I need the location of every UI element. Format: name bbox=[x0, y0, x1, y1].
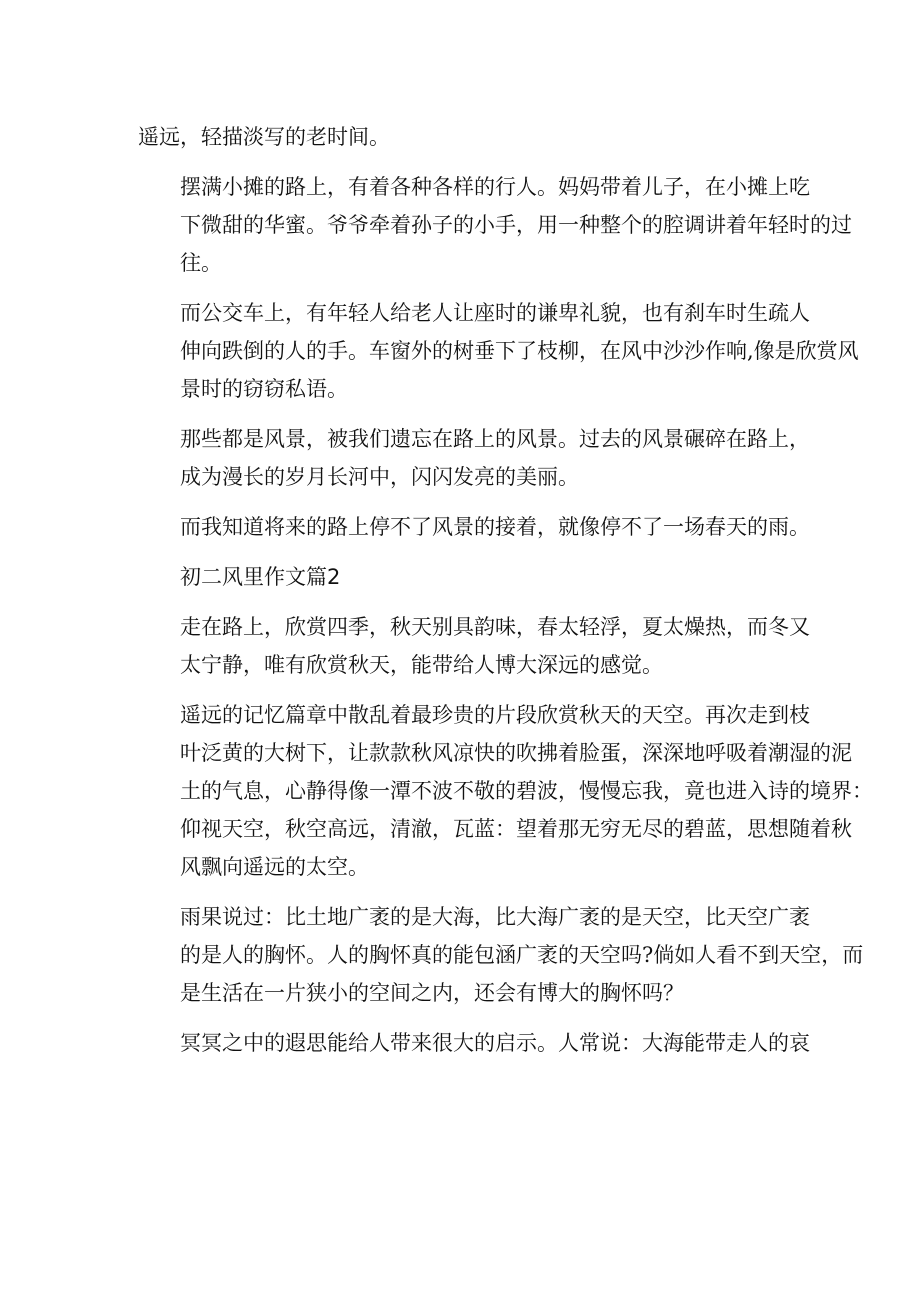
paragraph bbox=[138, 508, 810, 546]
paragraph bbox=[138, 898, 864, 1012]
text-line: 太宁静，唯有欣赏秋天，能带给人博大深远的感觉。 bbox=[180, 653, 663, 677]
text-line: 摆满小摊的路上，有着各种各样的行人。妈妈带着儿子，在小摊上吃 bbox=[180, 175, 810, 199]
text-line: 仰视天空，秋空高远，清澈，瓦蓝：望着那无穷无尽的碧蓝，思想随着秋 bbox=[180, 817, 852, 841]
text-line: 那些都是风景，被我们遗忘在路上的风景。过去的风景碾碎在路上， bbox=[180, 427, 810, 451]
text-line: 往。 bbox=[180, 251, 222, 275]
section-heading bbox=[138, 558, 783, 596]
text-line: 走在路上，欣赏四季，秋天别具韵味，春太轻浮，夏太燥热，而冬又 bbox=[180, 615, 810, 639]
paragraph bbox=[138, 1024, 810, 1062]
text-line: 是生活在一片狭小的空间之内，还会有博大的胸怀吗？ bbox=[180, 981, 684, 1005]
text-line: 土的气息，心静得像一潭不波不敬的碧波，慢慢忘我，竟也进入诗的境界： bbox=[180, 779, 873, 803]
text-line: 下微甜的华蜜。爷爷牵着孙子的小手，用一种整个的腔调讲着年轻时的过 bbox=[180, 213, 852, 237]
paragraph bbox=[138, 118, 783, 156]
text-line: 叶泛黄的大树下，让款款秋风凉快的吹拂着脸蛋，深深地呼吸着潮湿的泥 bbox=[180, 741, 852, 765]
paragraph bbox=[138, 608, 810, 684]
text-line: 冥冥之中的遐思能给人带来很大的启示。人常说：大海能带走人的哀 bbox=[180, 1031, 810, 1055]
text-line: 遥远的记忆篇章中散乱着最珍贵的片段欣赏秋天的天空。再次走到枝 bbox=[180, 703, 810, 727]
text-line: 而公交车上，有年轻人给老人让座时的谦卑礼貌，也有刹车时生疏人 bbox=[180, 301, 810, 325]
text-line: 雨果说过：比土地广袤的是大海，比大海广袤的是天空，比天空广袤 bbox=[180, 905, 810, 929]
text-line: 的是人的胸怀。人的胸怀真的能包涵广袤的天空吗?倘如人看不到天空，而 bbox=[180, 943, 864, 967]
text-line: 风飘向遥远的太空。 bbox=[180, 855, 369, 879]
section-heading-text: 初二风里作文篇2 bbox=[180, 565, 341, 589]
paragraph bbox=[138, 420, 810, 496]
paragraph bbox=[138, 168, 852, 282]
text-line: 伸向跌倒的人的手。车窗外的树垂下了枝柳，在风中沙沙作响,像是欣赏风 bbox=[180, 339, 859, 363]
document-page bbox=[138, 118, 873, 1062]
text-line: 景时的窃窃私语。 bbox=[180, 377, 348, 401]
paragraph bbox=[138, 294, 859, 408]
text-line: 成为漫长的岁月长河中，闪闪发亮的美丽。 bbox=[180, 465, 579, 489]
text-line: 遥远，轻描淡写的老时间。 bbox=[138, 125, 390, 149]
text-line: 而我知道将来的路上停不了风景的接着，就像停不了一场春天的雨。 bbox=[180, 515, 810, 539]
paragraph bbox=[138, 696, 873, 886]
